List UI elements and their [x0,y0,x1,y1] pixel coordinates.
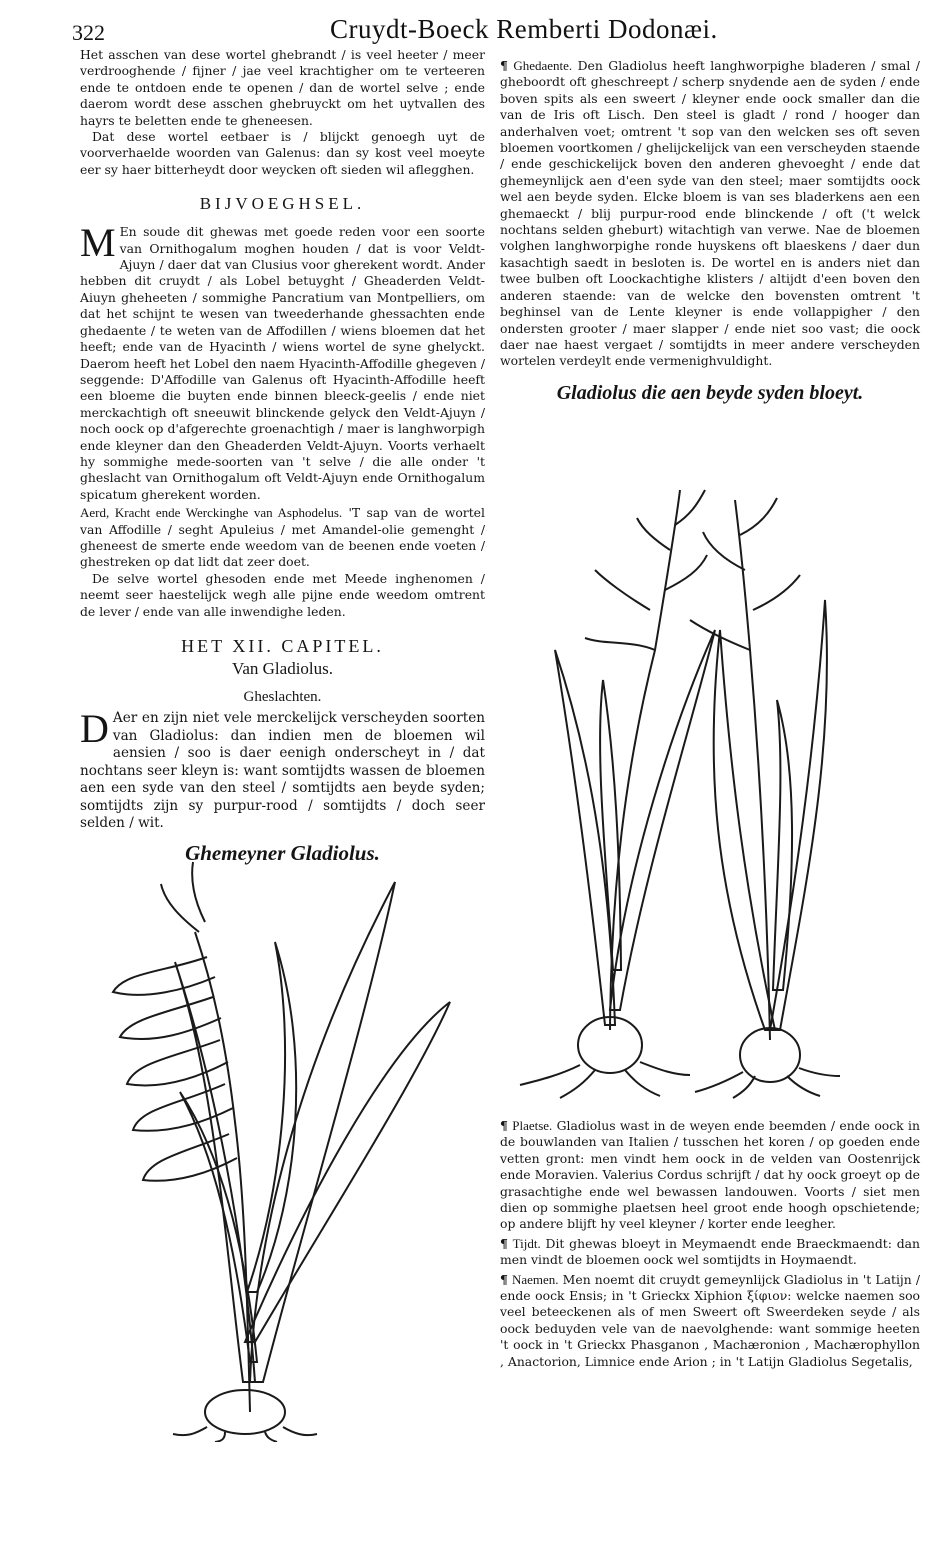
gladiolus-both-sides-illustration [515,470,845,1100]
leaf [770,600,827,1030]
plaetse-label: Plaetse. [512,1118,553,1133]
selve-paragraph: De selve wortel ghesoden ende met Meede inghenomen / neemt seer haestelijck wegh alle pijne ende weedom omtrent de lever / ende van alle inwendighe leden. [80,570,485,619]
geslachten-paragraph [80,706,485,833]
figure-caption-left: Ghemeyner Gladiolus. [185,840,380,865]
paragraph-mark-icon: ¶ [500,1118,508,1133]
page-header [0,6,950,50]
figure-caption-right: Gladiolus die aen beyde syden bloeyt. [556,381,864,404]
aerd-label: Aerd, Kracht ende Werckinghe van Asphodelus. [80,505,343,521]
leaf [714,630,775,1030]
tijdt-label: Tijdt. [512,1235,541,1251]
plaetse-paragraph [500,1118,920,1233]
paragraph-eetbaer: Dat dese wortel eetbaer is / blijckt genoegh uyt de voorverhaelde woorden van Galenus: dan sy kost veel moeyte eer sy haer bitterheydt door weycken oft sieden wil aflegghen. [80,129,485,177]
leaf [250,882,395,1382]
bijvoeghsel-text: En soude dit ghewas met goede reden voor een soorte van Ornithogalum moghen houden / dat is voor Veldt-Ajuyn / daer dat van Clusius voor gherekent wordt. Ander hebben dit cruydt / als Lobel betuyght / Gheaderden Veldt-Aiuyn gheheeten / sommighe Pancratium van Montpelliers, om dat het schijnt te wesen van tweederhande ghessachten ende ghedaente / te weten van de Affodillen / wiens bloemen dat het heeft; ende van de Hyacinth / wiens wortel de syne ghelyckt. Daerom heeft het Lobel den naem Hyacinth-Affodille ghegeven / seggende: D'Affodille van Galenus oft Hyacinth-Affodille heeft een bloeme die buyten ende binnen bleeck-geelis / ende niet merckachtigh oft sneeuwit blinckende gelyck den Veldt-Ajuyn / noch oock op d'afgerechte groenachtigh / maer is langhworpigh ende kleyner dan den Gheaderden Veldt-Ajuyn. Voorts verhaelt hy sommighe mede-soorten van 't selve / die alle onder 't gheslacht van Ornithogalum oft Veldt-Ajuyn ende Ornithogalum spicatum gherekent worden. [80,224,485,502]
aerd-text: 'T sap van de wortel van Affodille / seght Apuleius / met Amandel-olie gemenght / gheneest de smerte ende weedom van de beenen ende voeten / ghestreken op dat lidt dat zeer doet. [80,505,485,570]
geslachten-text: Aer en zijn niet vele merckelijck verscheyden soorten van Gladiolus: dan indien men de bloemen wil aensien / soo is daer eenigh onderscheyt in / dat nochtans seer kleyn is: want somtijdts wassen de bloemen aen een syde van den steel / somtijdts aen beyde syden; somtijdts zijn sy purpur-rood / somtijdts / doch seer selden / wit. [80,710,485,831]
bud [161,862,205,932]
paragraph-asschen: Het asschen van dese wortel ghebrandt / is veel heeter / meer verdrooghende / fijner / jae veel krachtigher om te verteeren ende te ontdoen ende te openen / dan de wortel selve ; ende daerom wordt dese asschen ghebruyckt om het uytvallen des hayrs te beletten ende te gheneesen. [80,47,485,128]
bijvoeghsel-paragraph [80,220,485,503]
flower [143,1134,237,1181]
running-head: Cruydt-Boeck Remberti Dodonæi. [330,14,718,44]
flower [127,1040,228,1085]
flower [690,498,800,650]
leaf [600,680,621,970]
gladiolus-common-illustration [95,822,465,1442]
plaetse-text: Gladiolus wast in de weyen ende beemden / ende oock in de bouwlanden van Italien / tusschen het koren / op goeden ende vetten gront: men vindt hem oock in de velden van Oostenrijck ende Moravien. Valerius Cordus schrijft / dat hy oock groeyt op de grasachtighe ende wel bewassen landouwen. Voorts / siet men dien op sommighe plaetsen heel groot ende hoogh opschietende; op andere blijft hy veel kleyner / korter ende leegher. [500,1118,920,1232]
ghedaente-text: Den Gladiolus heeft langhworpighe bladeren / smal / gheboordt oft gheschreept / scherp snydende aen de syden / ende boven spits als een sweert / kleyner ende oock smaller dan die van de Iris oft Lisch. Den steel is gladt / rond / hooger dan anderhalven voet; omtrent 't sop van den welcken ses oft seven bloemen voortkomen / ghelijckelijck van een verscheyden staende / ende geschickelijck boven den anderen ghevoeght / ende dat ghemeynlijck aen d'een syde van den steel; maer somtijdts oock wel aen beyde syden. Elcke bloem is van ses bladerkens aen een ghemaeckt / blij purpur-rood ende blinckende / oft ('t welck nochtans selden gheburt) witachtigh van verwe. Nae de bloemen volghen langhworpighe ronde huyskens oft blaeskens / daer dun kasachtigh saedt in besloten is. De wortel en is anders niet dan twee bulben oft Loockachtighe klisters / altijdt d'een boven den anderen staende: van de welcke den bovensten omtrent 't beghinsel van de Lente kleyner is ende vollappigher / den ondersten grooter / maer slapper / ende niet soo vast; die oock daer nae haest vergaet / somtijdts in meer andere verscheyden wortelen verdeylt ende vermenighvuldight. [500,58,920,369]
right-lower-column [500,1118,920,1370]
leaf [175,962,255,1382]
tijdt-text: Dit ghewas bloeyt in Meymaendt ende Braeckmaendt: dan men vindt de bloemen oock wel somtijdts in Hoymaendt. [500,1235,920,1268]
stem [735,500,770,1040]
roots [520,1062,690,1098]
ghedaente-label: Ghedaente. [513,58,573,73]
flower [585,490,707,650]
bijvoeghsel-heading: BIJVOEGHSEL. [199,194,366,214]
roots [695,1068,840,1098]
ghedaente-paragraph [500,58,920,370]
paragraph-mark-icon: ¶ [500,58,508,73]
leaf [610,630,715,1010]
paragraph-mark-icon: ¶ [500,1271,508,1287]
aerd-paragraph [80,505,485,571]
geslachten-heading: Gheslachten. [243,689,322,705]
naemen-text: Men noemt dit cruydt gemeynlijck Gladiolus in 't Latijn / ende oock Ensis; in 't Grieckx Xiphion ξίφιον: welcke naemen soo veel beteeckenen als of men Sweert oft Sweerdeken seyde / als oock beduyden vele van de naevolghende: want sommige heeten 't oock in 't Grieckx Phasganon , Machæronion , Machærophyllon , Anactorion, Limnice ende Arion ; in 't Latijn Gladiolus Segetalis, [500,1271,920,1369]
left-column [80,47,485,866]
bulb [205,1390,285,1434]
drop-cap-d: D [80,706,109,751]
naemen-label: Naemen. [512,1271,559,1287]
page-number: 322 [72,20,105,45]
naemen-paragraph [500,1272,920,1370]
flower [113,957,215,995]
right-column [500,58,920,405]
chapter-subtitle: Van Gladiolus. [231,659,334,678]
leaf [180,1092,257,1362]
flower [120,997,221,1039]
drop-cap-m: M [80,220,116,266]
paragraph-mark-icon: ¶ [500,1235,508,1251]
leaf [247,942,296,1292]
leaf [773,700,792,990]
tijdt-paragraph [500,1236,920,1269]
chapter-title: HET XII. CAPITEL. [181,636,384,656]
